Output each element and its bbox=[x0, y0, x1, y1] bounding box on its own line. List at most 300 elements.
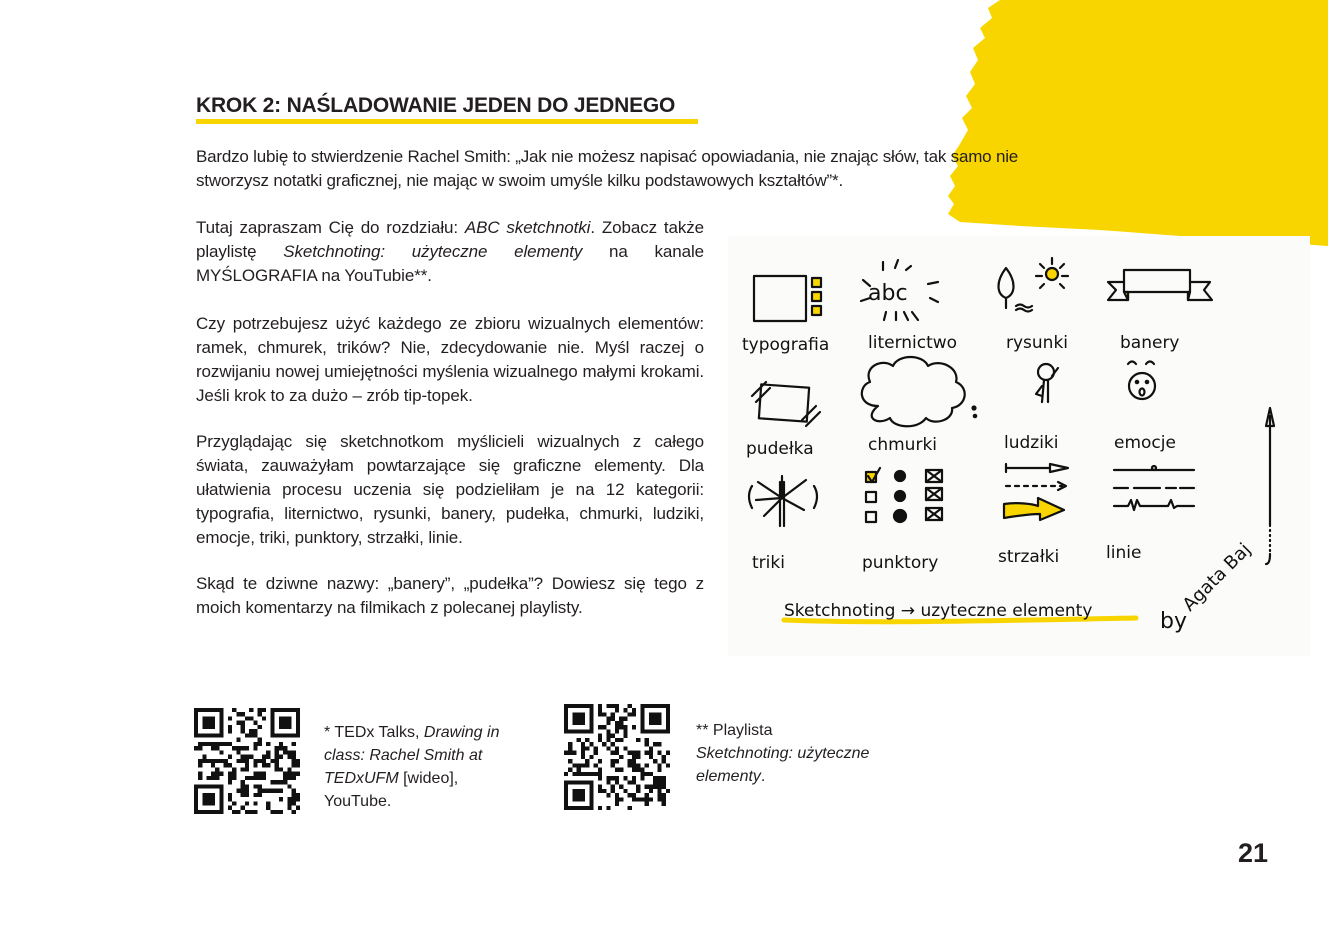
qr-module bbox=[202, 755, 206, 759]
qr-module bbox=[662, 780, 666, 784]
qr-module bbox=[598, 712, 602, 716]
qr-module bbox=[619, 738, 623, 742]
qr-module bbox=[636, 785, 640, 789]
qr-module bbox=[606, 734, 610, 738]
intro-line-1: Bardzo lubię to stwierdzenie Rachel Smith: „Jak nie możesz napisać opowiadania, nie znając słów, tak samo nie bbox=[196, 147, 1019, 166]
qr-module bbox=[568, 742, 572, 746]
qr-module bbox=[619, 768, 623, 772]
qr-module bbox=[266, 789, 270, 793]
qr-module bbox=[245, 733, 249, 737]
qr-module bbox=[241, 755, 245, 759]
qr-code-tedx[interactable] bbox=[194, 708, 300, 814]
qr-module bbox=[611, 712, 615, 716]
qr-module bbox=[623, 789, 627, 793]
qr-module bbox=[611, 734, 615, 738]
qr-module bbox=[649, 785, 653, 789]
qr-module bbox=[215, 772, 219, 776]
qr-module bbox=[292, 776, 296, 780]
qr-module bbox=[568, 746, 572, 750]
qr-module bbox=[598, 759, 602, 763]
qr-module bbox=[241, 780, 245, 784]
qr-module bbox=[245, 716, 249, 720]
qr-module bbox=[245, 767, 249, 771]
qr-module bbox=[611, 785, 615, 789]
qr-module bbox=[602, 725, 606, 729]
qr-module bbox=[283, 746, 287, 750]
qr-module bbox=[236, 712, 240, 716]
qr-module bbox=[270, 759, 274, 763]
qr-module bbox=[615, 780, 619, 784]
qr-module bbox=[211, 746, 215, 750]
qr-module bbox=[602, 712, 606, 716]
qr-module bbox=[645, 772, 649, 776]
qr-module bbox=[662, 785, 666, 789]
qr-module bbox=[258, 708, 262, 712]
qr-module bbox=[241, 729, 245, 733]
qr-module bbox=[292, 810, 296, 814]
qr-module bbox=[564, 751, 568, 755]
note1-prefix: * TEDx Talks, bbox=[324, 724, 424, 741]
qr-module bbox=[572, 772, 576, 776]
qr-module bbox=[279, 780, 283, 784]
qr-module bbox=[292, 755, 296, 759]
qr-module bbox=[662, 802, 666, 806]
qr-module bbox=[241, 767, 245, 771]
qr-module bbox=[564, 772, 568, 776]
qr-module bbox=[581, 755, 585, 759]
qr-code-playlist[interactable] bbox=[564, 704, 670, 810]
qr-module bbox=[296, 759, 300, 763]
qr-module bbox=[292, 797, 296, 801]
qr-module bbox=[253, 772, 257, 776]
qr-module bbox=[606, 717, 610, 721]
qr-module bbox=[253, 776, 257, 780]
p1-chapter-title: ABC sketchnotki bbox=[464, 218, 591, 237]
label-pudelka: pudełka bbox=[746, 439, 814, 459]
qr-module bbox=[232, 767, 236, 771]
qr-module bbox=[283, 780, 287, 784]
qr-module bbox=[585, 746, 589, 750]
qr-module bbox=[628, 780, 632, 784]
qr-module bbox=[615, 768, 619, 772]
qr-module bbox=[211, 776, 215, 780]
qr-module bbox=[645, 793, 649, 797]
sketchnote-illustration bbox=[728, 236, 1310, 656]
qr-module bbox=[262, 763, 266, 767]
note2-suffix: . bbox=[760, 768, 766, 785]
qr-module bbox=[568, 768, 572, 772]
label-emocje: emocje bbox=[1114, 433, 1176, 453]
qr-module bbox=[232, 746, 236, 750]
qr-module bbox=[215, 767, 219, 771]
qr-module bbox=[572, 763, 576, 767]
qr-module bbox=[228, 755, 232, 759]
qr-module bbox=[275, 759, 279, 763]
qr-module bbox=[198, 763, 202, 767]
qr-module bbox=[258, 793, 262, 797]
qr-module bbox=[632, 725, 636, 729]
qr-module bbox=[636, 738, 640, 742]
qr-module bbox=[632, 776, 636, 780]
qr-module bbox=[296, 763, 300, 767]
qr-module bbox=[279, 797, 283, 801]
paragraph-chapter-link bbox=[196, 216, 704, 288]
qr-module bbox=[202, 742, 206, 746]
qr-module bbox=[628, 751, 632, 755]
qr-module bbox=[581, 746, 585, 750]
qr-module bbox=[662, 759, 666, 763]
qr-module bbox=[253, 759, 257, 763]
qr-module bbox=[228, 725, 232, 729]
paragraph-elements-question: Czy potrzebujesz użyć każdego ze zbioru wizualnych elementów: ramek, chmurek, trików? Nie, zdecydowanie nie. Myśl raczej o rozwijaniu nowej umiejętności myślenia wizualnego małymi krokami. Jeśli krok to za dużo – zrób tip-topek. bbox=[196, 314, 704, 405]
qr-module bbox=[262, 772, 266, 776]
qr-module bbox=[245, 755, 249, 759]
qr-module bbox=[628, 759, 632, 763]
qr-module bbox=[606, 806, 610, 810]
qr-module bbox=[253, 746, 257, 750]
qr-module bbox=[606, 729, 610, 733]
qr-module bbox=[632, 755, 636, 759]
qr-module bbox=[275, 746, 279, 750]
qr-module bbox=[279, 810, 283, 814]
qr-module bbox=[615, 729, 619, 733]
qr-module bbox=[245, 784, 249, 788]
qr-module bbox=[275, 780, 279, 784]
qr-module bbox=[623, 746, 627, 750]
qr-module bbox=[292, 801, 296, 805]
qr-module bbox=[241, 721, 245, 725]
qr-module bbox=[577, 772, 581, 776]
qr-module bbox=[275, 810, 279, 814]
qr-module bbox=[649, 797, 653, 801]
qr-module bbox=[606, 738, 610, 742]
qr-module bbox=[266, 763, 270, 767]
qr-module bbox=[258, 759, 262, 763]
qr-module bbox=[606, 746, 610, 750]
qr-module bbox=[640, 772, 644, 776]
qr-module bbox=[262, 759, 266, 763]
qr-module bbox=[249, 810, 253, 814]
qr-module bbox=[636, 797, 640, 801]
qr-module bbox=[219, 772, 223, 776]
qr-module bbox=[632, 763, 636, 767]
qr-module bbox=[292, 750, 296, 754]
qr-module bbox=[228, 793, 232, 797]
qr-module bbox=[623, 729, 627, 733]
label-liternictwo: liternictwo bbox=[868, 333, 958, 353]
qr-module bbox=[645, 797, 649, 801]
qr-module bbox=[198, 759, 202, 763]
qr-module bbox=[249, 755, 253, 759]
qr-module bbox=[224, 763, 228, 767]
qr-module bbox=[615, 802, 619, 806]
qr-module bbox=[270, 810, 274, 814]
qr-module bbox=[258, 784, 262, 788]
qr-module bbox=[585, 738, 589, 742]
qr-module bbox=[662, 793, 666, 797]
page-number: 21 bbox=[1238, 838, 1269, 868]
qr-module bbox=[253, 742, 257, 746]
qr-module bbox=[262, 789, 266, 793]
qr-finder bbox=[279, 716, 292, 729]
qr-module bbox=[649, 789, 653, 793]
qr-module bbox=[287, 806, 291, 810]
qr-module bbox=[258, 776, 262, 780]
qr-module bbox=[287, 755, 291, 759]
qr-module bbox=[611, 704, 615, 708]
qr-module bbox=[657, 789, 661, 793]
qr-module bbox=[258, 772, 262, 776]
qr-module bbox=[619, 725, 623, 729]
qr-module bbox=[611, 751, 615, 755]
qr-module bbox=[653, 759, 657, 763]
qr-module bbox=[602, 789, 606, 793]
qr-module bbox=[232, 810, 236, 814]
label-chmurki: chmurki bbox=[868, 435, 938, 455]
qr-module bbox=[262, 776, 266, 780]
label-typografia: typografia bbox=[742, 335, 830, 355]
qr-finder bbox=[572, 712, 585, 725]
qr-module bbox=[207, 742, 211, 746]
qr-module bbox=[623, 708, 627, 712]
label-rysunki: rysunki bbox=[1006, 333, 1069, 353]
qr-module bbox=[245, 759, 249, 763]
qr-module bbox=[198, 776, 202, 780]
qr-module bbox=[636, 751, 640, 755]
qr-module bbox=[236, 750, 240, 754]
qr-module bbox=[249, 729, 253, 733]
qr-module bbox=[262, 708, 266, 712]
qr-module bbox=[253, 810, 257, 814]
qr-module bbox=[241, 712, 245, 716]
qr-module bbox=[636, 763, 640, 767]
label-banery: banery bbox=[1120, 333, 1180, 353]
qr-module bbox=[598, 772, 602, 776]
qr-module bbox=[611, 742, 615, 746]
section-heading: KROK 2: NAŚLADOWANIE JEDEN DO JEDNEGO bbox=[196, 94, 676, 117]
qr-module bbox=[287, 750, 291, 754]
qr-module bbox=[632, 797, 636, 801]
qr-module bbox=[598, 704, 602, 708]
qr-module bbox=[581, 763, 585, 767]
qr-module bbox=[632, 712, 636, 716]
qr-module bbox=[632, 708, 636, 712]
qr-module bbox=[619, 721, 623, 725]
qr-module bbox=[258, 738, 262, 742]
qr-module bbox=[657, 763, 661, 767]
qr-module bbox=[241, 793, 245, 797]
qr-module bbox=[228, 716, 232, 720]
qr-module bbox=[198, 742, 202, 746]
label-ludziki: ludziki bbox=[1004, 433, 1059, 453]
qr-module bbox=[287, 776, 291, 780]
note2-title: Sketchnoting: użyteczne elementy bbox=[696, 745, 870, 785]
qr-module bbox=[275, 750, 279, 754]
qr-module bbox=[615, 776, 619, 780]
qr-module bbox=[287, 784, 291, 788]
qr-module bbox=[279, 742, 283, 746]
qr-module bbox=[283, 750, 287, 754]
qr-module bbox=[666, 789, 670, 793]
qr-module bbox=[653, 776, 657, 780]
qr-module bbox=[292, 742, 296, 746]
qr-module bbox=[615, 793, 619, 797]
qr-module bbox=[296, 793, 300, 797]
qr-module bbox=[619, 797, 623, 801]
qr-module bbox=[662, 797, 666, 801]
qr-module bbox=[589, 772, 593, 776]
qr-module bbox=[245, 776, 249, 780]
qr-module bbox=[662, 776, 666, 780]
intro-line-2: stworzysz notatki graficznej, nie mając w swoim umyśle kilku podstawowych kształtów”*. bbox=[196, 171, 843, 190]
qr-module bbox=[287, 767, 291, 771]
qr-module bbox=[245, 801, 249, 805]
qr-module bbox=[296, 772, 300, 776]
qr-module bbox=[598, 789, 602, 793]
qr-module bbox=[657, 797, 661, 801]
qr-module bbox=[219, 759, 223, 763]
paragraph-categories: Przyglądając się sketchnotkom myślicieli wizualnych z całego świata, zauważyłam powtarzające się graficzne elementy. Dla ułatwienia procesu uczenia się podzieliłam je na 12 kategorii: typografia, liternictwo, rysunki, banery, pudełka, chmurki, ludziki, emocje, triki, punktory, strzałki, linie. bbox=[196, 432, 704, 547]
label-punktory: punktory bbox=[862, 553, 939, 573]
qr-module bbox=[640, 768, 644, 772]
qr-module bbox=[232, 801, 236, 805]
qr-module bbox=[598, 725, 602, 729]
qr-module bbox=[598, 785, 602, 789]
qr-module bbox=[292, 763, 296, 767]
qr-module bbox=[594, 772, 598, 776]
qr-module bbox=[632, 780, 636, 784]
lettering-sample: abc bbox=[868, 281, 908, 306]
qr-module bbox=[628, 712, 632, 716]
qr-module bbox=[207, 759, 211, 763]
qr-module bbox=[270, 789, 274, 793]
paragraph-names-question: Skąd te dziwne nazwy: „banery”, „pudełka”? Dowiesz się tego z moich komentarzy na filmikach z polecanej playlisty. bbox=[196, 574, 704, 617]
qr-module bbox=[581, 742, 585, 746]
qr-module bbox=[606, 704, 610, 708]
qr-module bbox=[236, 759, 240, 763]
qr-module bbox=[296, 806, 300, 810]
qr-module bbox=[241, 784, 245, 788]
qr-module bbox=[611, 776, 615, 780]
qr-module bbox=[606, 793, 610, 797]
qr-module bbox=[640, 797, 644, 801]
qr-module bbox=[279, 755, 283, 759]
qr-module bbox=[228, 780, 232, 784]
qr-module bbox=[632, 751, 636, 755]
qr-module bbox=[245, 793, 249, 797]
qr-module bbox=[211, 742, 215, 746]
qr-module bbox=[236, 721, 240, 725]
signature-by: by bbox=[1160, 609, 1187, 634]
qr-module bbox=[636, 755, 640, 759]
qr-module bbox=[628, 793, 632, 797]
intro-quote bbox=[196, 145, 1156, 193]
qr-module bbox=[598, 768, 602, 772]
qr-module bbox=[215, 776, 219, 780]
qr-module bbox=[657, 768, 661, 772]
qr-module bbox=[611, 717, 615, 721]
qr-module bbox=[632, 768, 636, 772]
qr-module bbox=[577, 763, 581, 767]
qr-module bbox=[241, 789, 245, 793]
qr-module bbox=[585, 759, 589, 763]
qr-module bbox=[258, 742, 262, 746]
qr-module bbox=[211, 763, 215, 767]
qr-module bbox=[568, 751, 572, 755]
qr-module bbox=[253, 801, 257, 805]
qr-module bbox=[224, 742, 228, 746]
qr-module bbox=[228, 763, 232, 767]
qr-module bbox=[283, 772, 287, 776]
qr-module bbox=[623, 717, 627, 721]
qr-module bbox=[657, 751, 661, 755]
qr-module bbox=[236, 738, 240, 742]
qr-module bbox=[657, 785, 661, 789]
qr-module bbox=[245, 763, 249, 767]
qr-module bbox=[598, 734, 602, 738]
qr-module bbox=[228, 772, 232, 776]
qr-module bbox=[292, 759, 296, 763]
qr-module bbox=[594, 763, 598, 767]
qr-module bbox=[266, 755, 270, 759]
qr-module bbox=[666, 763, 670, 767]
qr-module bbox=[245, 746, 249, 750]
qr-module bbox=[598, 738, 602, 742]
qr-module bbox=[628, 806, 632, 810]
qr-module bbox=[589, 755, 593, 759]
qr-module bbox=[232, 772, 236, 776]
note1-title: Drawing in class: Rachel Smith at TEDxUFM bbox=[324, 724, 500, 787]
qr-module bbox=[645, 742, 649, 746]
qr-module bbox=[662, 755, 666, 759]
qr-module bbox=[279, 746, 283, 750]
qr-module bbox=[232, 708, 236, 712]
qr-module bbox=[228, 729, 232, 733]
qr-module bbox=[253, 763, 257, 767]
qr-module bbox=[645, 785, 649, 789]
qr-module bbox=[249, 708, 253, 712]
qr-module bbox=[215, 759, 219, 763]
qr-module bbox=[594, 751, 598, 755]
qr-module bbox=[585, 763, 589, 767]
qr-module bbox=[253, 729, 257, 733]
qr-module bbox=[615, 797, 619, 801]
qr-module bbox=[606, 721, 610, 725]
qr-module bbox=[236, 810, 240, 814]
qr-module bbox=[649, 751, 653, 755]
qr-module bbox=[219, 742, 223, 746]
qr-module bbox=[266, 750, 270, 754]
qr-module bbox=[615, 751, 619, 755]
qr-module bbox=[653, 780, 657, 784]
qr-module bbox=[266, 742, 270, 746]
qr-module bbox=[219, 750, 223, 754]
qr-module bbox=[262, 755, 266, 759]
qr-module bbox=[666, 751, 670, 755]
qr-module bbox=[615, 704, 619, 708]
qr-module bbox=[615, 738, 619, 742]
qr-module bbox=[632, 759, 636, 763]
qr-module bbox=[266, 801, 270, 805]
note1-suffix: [wideo], YouTube. bbox=[324, 770, 459, 810]
qr-module bbox=[636, 789, 640, 793]
qr-module bbox=[577, 738, 581, 742]
qr-module bbox=[292, 789, 296, 793]
qr-module bbox=[275, 755, 279, 759]
qr-module bbox=[249, 776, 253, 780]
qr-module bbox=[292, 793, 296, 797]
qr-module bbox=[657, 793, 661, 797]
